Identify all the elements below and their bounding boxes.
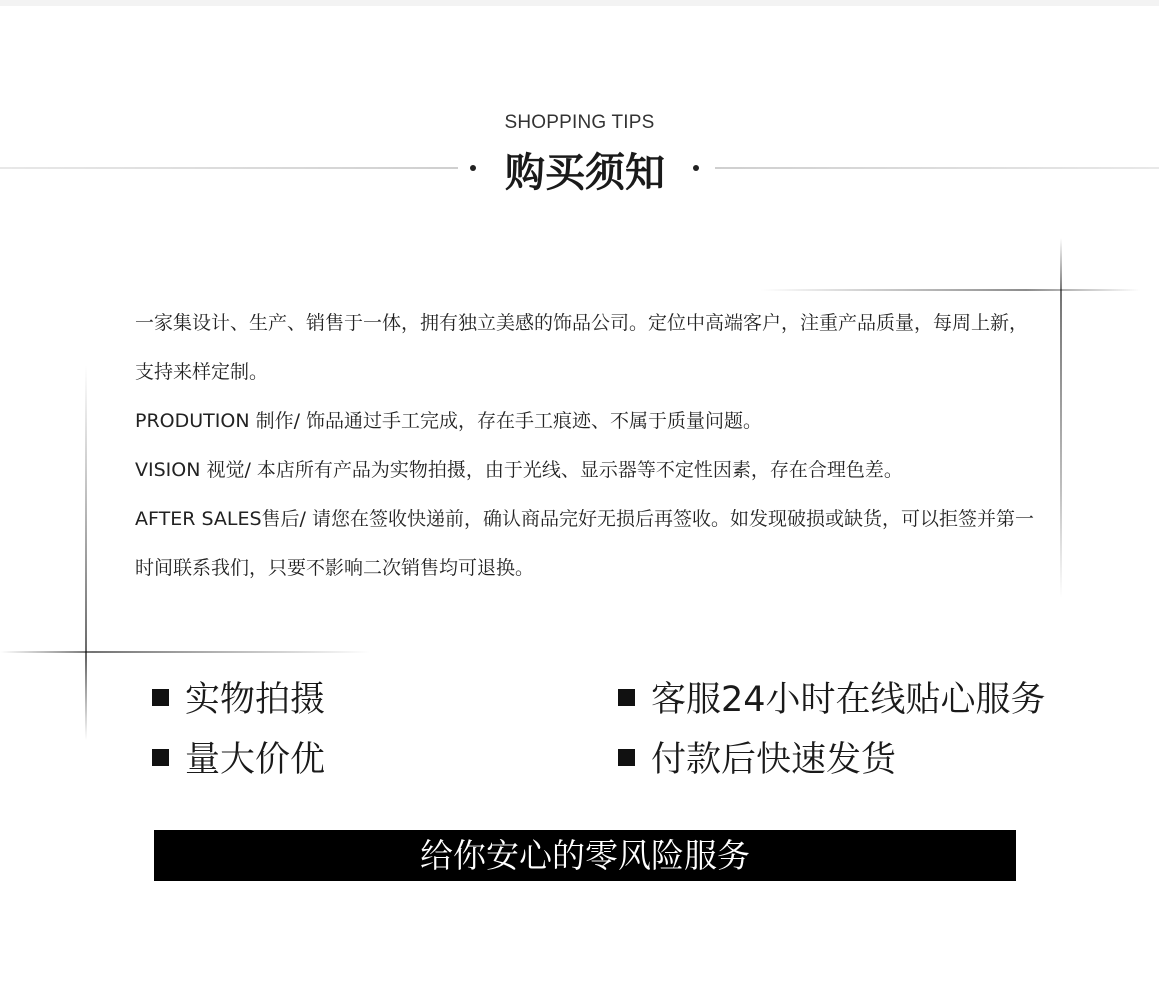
section-title: 购买须知	[505, 150, 665, 196]
frame-line-top	[760, 289, 1140, 291]
feature-item	[152, 672, 325, 722]
feature-item	[152, 732, 325, 782]
title-divider-left	[0, 167, 458, 169]
vision-paragraph: VISION 视觉/ 本店所有产品为实物拍摄，由于光线、显示器等不定性因素，存在合理色差。	[135, 459, 903, 481]
title-dot-left	[470, 165, 476, 171]
top-band	[0, 0, 1159, 6]
title-dot-right	[693, 165, 699, 171]
guarantee-banner: 给你安心的零风险服务	[154, 830, 1016, 881]
feature-item	[618, 732, 896, 782]
feature-label: 付款后快速发货	[651, 740, 897, 780]
feature-item	[618, 672, 1046, 722]
frame-line-bottom	[0, 651, 370, 653]
after-sales-paragraph: AFTER SALES售后/ 请您在签收快递前，确认商品完好无损后再签收。如发现破损或缺货，可以拒签并第一时间联系我们，只要不影响二次销售均可退换。	[135, 508, 1034, 579]
square-bullet-icon	[152, 689, 169, 706]
section-subtitle: SHOPPING TIPS	[504, 112, 655, 133]
intro-paragraph: 一家集设计、生产、销售于一体，拥有独立美感的饰品公司。定位中高端客户，注重产品质量，每周上新，支持来样定制。	[135, 312, 1029, 383]
feature-label: 实物拍摄	[185, 680, 326, 720]
square-bullet-icon	[618, 749, 635, 766]
feature-label: 量大价优	[185, 740, 326, 780]
frame-line-left	[85, 365, 87, 740]
square-bullet-icon	[618, 689, 635, 706]
feature-label: 客服24小时在线贴心服务	[651, 680, 1046, 720]
frame-line-right	[1060, 238, 1062, 598]
square-bullet-icon	[152, 749, 169, 766]
notice-content	[135, 299, 1035, 593]
production-paragraph: PRODUTION 制作/ 饰品通过手工完成，存在手工痕迹、不属于质量问题。	[135, 410, 763, 432]
title-divider-right	[715, 167, 1159, 169]
